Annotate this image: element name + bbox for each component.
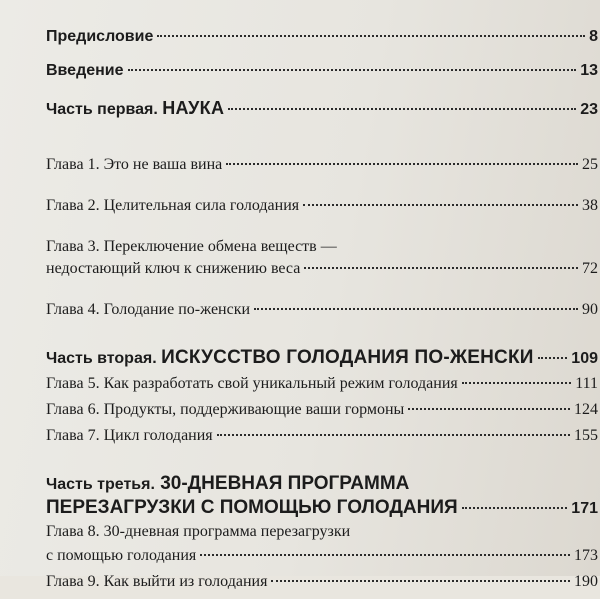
toc-entry-chapter-6[interactable] — [46, 401, 598, 427]
toc-entry-part2[interactable] — [46, 347, 598, 375]
toc-title: Введение — [46, 62, 124, 79]
toc-title: Глава 5. Как разработать свой уникальный режим голодания — [46, 375, 458, 392]
toc-title — [46, 98, 224, 119]
toc-entry-intro[interactable] — [46, 62, 598, 96]
part-name: ИСКУССТВО ГОЛОДАНИЯ ПО-ЖЕНСКИ — [161, 347, 534, 368]
part-prefix: Часть третья. — [46, 476, 155, 493]
toc-title: Глава 2. Целительная сила голодания — [46, 197, 300, 214]
toc-title: Предисловие — [46, 28, 154, 45]
toc-page-number: 90 — [582, 301, 598, 318]
toc-entry-chapter-1[interactable] — [46, 156, 598, 197]
toc-entry-chapter-3-line2 — [46, 260, 598, 301]
toc-page-number: 13 — [580, 62, 598, 79]
dot-leader — [157, 35, 585, 37]
toc-page-number: 8 — [589, 28, 598, 45]
toc-page-number: 124 — [574, 401, 598, 418]
toc-title-line: Глава 3. Переключение обмена веществ — — [46, 238, 337, 255]
part-name: НАУКА — [162, 98, 225, 118]
dot-leader — [200, 554, 570, 556]
table-of-contents — [46, 28, 598, 599]
dot-leader — [462, 507, 568, 509]
toc-page-number: 190 — [574, 573, 598, 590]
dot-leader — [254, 308, 578, 310]
toc-entry-part3-line2 — [46, 497, 598, 523]
toc-entry-chapter-7[interactable] — [46, 427, 598, 453]
dot-leader — [303, 204, 578, 206]
toc-entry-chapter-9[interactable] — [46, 573, 598, 599]
part-name: 30-ДНЕВНАЯ ПРОГРАММА — [160, 473, 410, 494]
dot-leader — [228, 108, 576, 110]
toc-entry-chapter-3[interactable] — [46, 238, 598, 301]
toc-page-number: 25 — [582, 156, 598, 173]
toc-title: Глава 7. Цикл голодания — [46, 427, 213, 444]
toc-page-number: 111 — [575, 375, 598, 392]
toc-page-number: 38 — [582, 197, 598, 214]
part-prefix: Часть вторая. — [46, 350, 157, 367]
toc-page-number: 72 — [582, 260, 598, 277]
toc-page-number: 109 — [571, 350, 598, 367]
dot-leader — [304, 267, 578, 269]
dot-leader — [128, 69, 577, 71]
dot-leader — [462, 382, 571, 384]
dot-leader — [226, 163, 578, 165]
dot-leader — [538, 357, 568, 359]
toc-page-number: 173 — [574, 547, 598, 564]
toc-title-line: недостающий ключ к снижению веса — [46, 260, 301, 277]
dot-leader — [217, 434, 570, 436]
toc-entry-chapter-8-line2 — [46, 547, 598, 573]
toc-entry-part1[interactable] — [46, 98, 598, 138]
toc-title: Глава 9. Как выйти из голодания — [46, 573, 268, 590]
toc-entry-chapter-8[interactable] — [46, 523, 598, 573]
dot-leader — [271, 580, 570, 582]
toc-page-number: 23 — [580, 101, 598, 118]
toc-entry-chapter-4[interactable] — [46, 301, 598, 323]
part-name: ПЕРЕЗАГРУЗКИ С ПОМОЩЬЮ ГОЛОДАНИЯ — [46, 497, 458, 518]
toc-title: Глава 1. Это не ваша вина — [46, 156, 223, 173]
toc-entry-chapter-5[interactable] — [46, 375, 598, 401]
toc-page-number: 155 — [574, 427, 598, 444]
toc-title: Глава 4. Голодание по-женски — [46, 301, 251, 318]
toc-entry-part3[interactable] — [46, 473, 598, 523]
part-prefix: Часть первая. — [46, 101, 158, 118]
toc-title: Глава 6. Продукты, поддерживающие ваши гормоны — [46, 401, 405, 418]
toc-title-line: Глава 8. 30-дневная программа перезагрузки — [46, 523, 351, 540]
toc-entry-preface[interactable] — [46, 28, 598, 62]
dot-leader — [408, 408, 570, 410]
toc-title-line: с помощью голодания — [46, 547, 197, 564]
toc-title-line — [46, 473, 598, 497]
toc-page-number: 171 — [571, 500, 598, 517]
toc-title — [46, 347, 534, 369]
toc-entry-chapter-2[interactable] — [46, 197, 598, 238]
